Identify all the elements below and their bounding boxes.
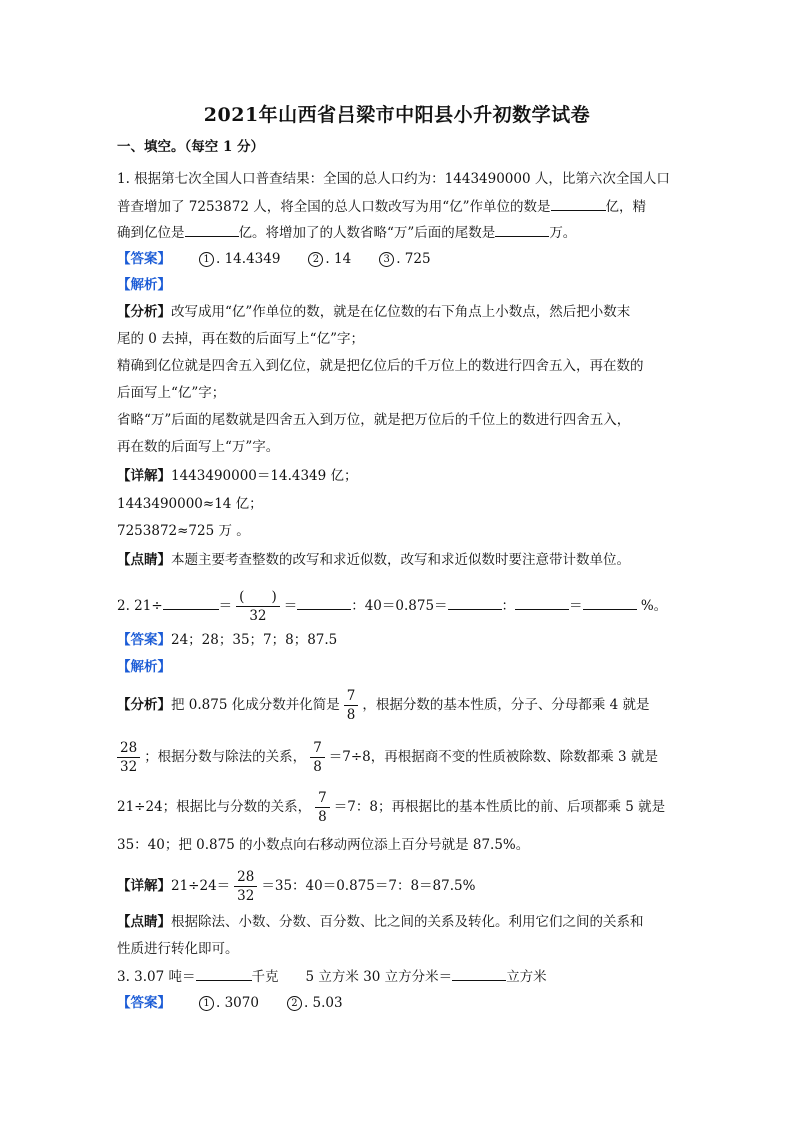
q2-fenxi-line-4: 35：40；把 0.875 的小数点向右移动两位添上百分号就是 87.5%。 bbox=[117, 837, 530, 853]
page-title: 2021年山西省吕梁市中阳县小升初数学试卷 bbox=[203, 104, 591, 126]
q2-fraction: $\frac{( )}{32}$ bbox=[236, 588, 280, 625]
q1-xiangjie-line-3: 7253872≈725 万 。 bbox=[117, 523, 250, 539]
circled-1-icon: 1 bbox=[199, 996, 214, 1011]
q1-blank-3[interactable] bbox=[495, 222, 549, 237]
q1-dianjing: 【点睛】本题主要考查整数的改写和求近似数，改写和求近似数时要注意带计数单位。 bbox=[117, 552, 630, 568]
q2-dianjing-line-1: 【点睛】根据除法、小数、分数、百分数、比之间的关系及转化。利用它们之间的关系和 bbox=[117, 914, 644, 930]
q1-line-1: 1. 根据第七次全国人口普查结果：全国的总人口约为：1443490000 人，比第六次全国人口 bbox=[117, 171, 670, 187]
q1-line-3: 确到亿位是 亿。将增加了的人数省略“万”后面的尾数是 万。 bbox=[117, 222, 576, 243]
q1-xiangjie-line-2: 1443490000≈14 亿； bbox=[117, 496, 263, 512]
q2-fenxi-line-3: 21÷24；根据比与分数的关系， $\frac{7}{8}$ ＝7：8；再根据比的基本性质比的前、后项都乘 5 就是 bbox=[117, 790, 666, 825]
circled-2-icon: 2 bbox=[287, 996, 302, 1011]
q2-blank-3[interactable] bbox=[448, 595, 502, 610]
q1-jiexi-tag: 【解析】 bbox=[117, 277, 171, 293]
q1-fenxi-line-4: 后面写上“亿”字； bbox=[117, 385, 226, 401]
answer-tag: 【答案】 bbox=[117, 251, 171, 267]
q2-blank-4[interactable] bbox=[515, 595, 569, 610]
q2-question: 2. 21÷ ＝ $\frac{( )}{32}$ ＝ ：40＝0.875＝ ： ＝ %。 bbox=[117, 589, 668, 624]
q2-blank-1[interactable] bbox=[163, 595, 219, 610]
q1-blank-1[interactable] bbox=[551, 196, 606, 211]
q2-blank-5[interactable] bbox=[583, 595, 637, 610]
q3-question: 3. 3.07 吨＝ 千克 5 立方米 30 立方分米＝ 立方米 bbox=[117, 966, 547, 987]
q2-answer: 【答案】24；28；35；7；8；87.5 bbox=[117, 632, 338, 648]
q2-fenxi-line-1: 【分析】把 0.875 化成分数并化简是 $\frac{7}{8}$ ，根据分数的基本性质，分子、分母都乘 4 就是 bbox=[117, 688, 650, 723]
q2-fenxi-line-2: $\frac{28}{32}$ ；根据分数与除法的关系， $\frac{7}{8}$ ＝7÷8，再根据商不变的性质被除数、除数都乘 3 就是 bbox=[117, 737, 658, 777]
q3-blank-1[interactable] bbox=[196, 966, 252, 981]
section-heading: 一、填空。（每空 1 分） bbox=[117, 139, 265, 155]
q2-blank-2[interactable] bbox=[297, 595, 351, 610]
q1-fenxi-line-2: 尾的 0 去掉，再在数的后面写上“亿”字； bbox=[117, 331, 364, 347]
q1-fenxi-line-5: 省略“万”后面的尾数就是四舍五入到万位，就是把万位后的千位上的数进行四舍五入， bbox=[117, 412, 631, 428]
q2-xiangjie: 【详解】21÷24＝ $\frac{28}{32}$ ＝35：40＝0.875＝7：8＝87.5% bbox=[117, 869, 476, 904]
q3-blank-2[interactable] bbox=[452, 966, 506, 981]
q1-fenxi-line-1: 【分析】改写成用“亿”作单位的数，就是在亿位数的右下角点上小数点，然后把小数末 bbox=[117, 304, 631, 320]
q3-answer: 【答案】 1 . 3070 2 . 5.03 bbox=[117, 995, 343, 1011]
q1-fenxi-line-3: 精确到亿位就是四舍五入到亿位，就是把亿位后的千万位上的数进行四舍五入，再在数的 bbox=[117, 358, 644, 374]
circled-3-icon: 3 bbox=[379, 252, 394, 267]
q2-dianjing-line-2: 性质进行转化即可。 bbox=[117, 941, 239, 957]
q1-fenxi-line-6: 再在数的后面写上“万”字。 bbox=[117, 439, 280, 455]
circled-2-icon: 2 bbox=[308, 252, 323, 267]
q1-blank-2[interactable] bbox=[185, 222, 239, 237]
q2-jiexi-tag: 【解析】 bbox=[117, 659, 171, 675]
q1-line-2: 普查增加了 7253872 人，将全国的总人口数改写为用“亿”作单位的数是 亿，精 bbox=[117, 196, 646, 217]
circled-1-icon: 1 bbox=[199, 252, 214, 267]
q1-xiangjie-line-1: 【详解】1443490000＝14.4349 亿； bbox=[117, 468, 358, 484]
q1-answer: 【答案】 1 . 14.4349 2 . 14 3 . 725 bbox=[117, 251, 431, 267]
